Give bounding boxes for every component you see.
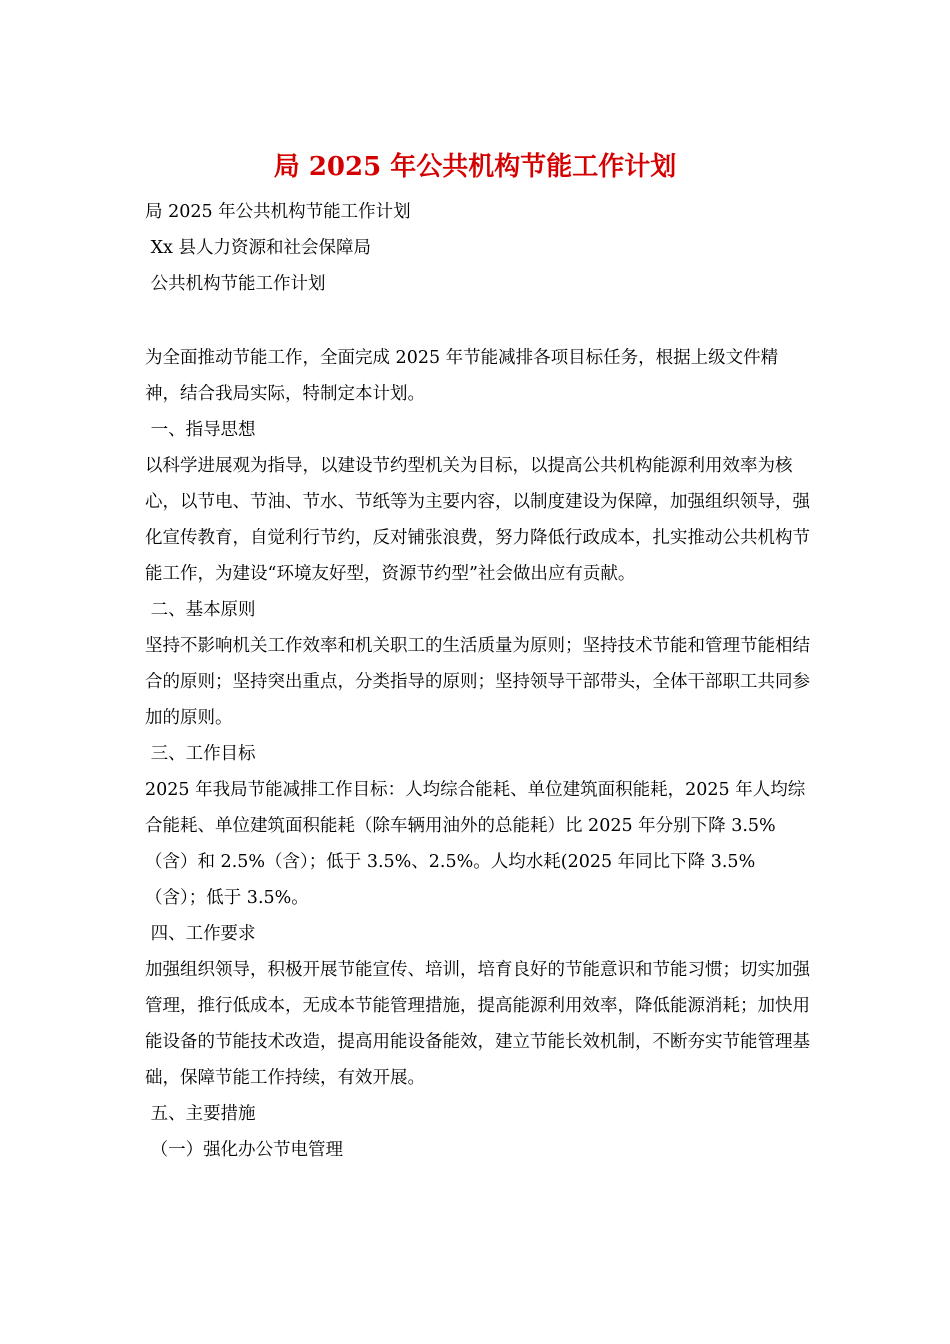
plan-name-line: 局 2025 年公共机构节能工作计划 — [145, 202, 411, 222]
subsection-heading-office-power-saving: （一）强化办公节电管理 — [145, 1140, 344, 1160]
section-heading-guiding-ideology: 一、指导思想 — [145, 420, 256, 440]
plan-subtitle-line: 公共机构节能工作计划 — [145, 274, 326, 294]
document-title: 局 2025 年公共机构节能工作计划 — [273, 152, 677, 182]
guiding-ideology-paragraph: 以科学进展观为指导，以建设节约型机关为目标，以提高公共机构能源利用效率为核心，以节电、节油、节水、节纸等为主要内容，以制度建设为保障，加强组织领导，强化宣传教育，自觉利行节约，反对铺张浪费，努力降低行政成本，扎实推动公共机构节能工作，为建设“环境友好型，资源节约型”社会做出应有贡献。 — [145, 456, 810, 584]
section-heading-work-goals: 三、工作目标 — [145, 744, 256, 764]
section-heading-work-requirements: 四、工作要求 — [145, 924, 256, 944]
section-heading-basic-principles: 二、基本原则 — [145, 600, 256, 620]
blank-line — [145, 302, 813, 340]
work-requirements-paragraph: 加强组织领导，积极开展节能宣传、培训，培育良好的节能意识和节能习惯；切实加强管理，推行低成本，无成本节能管理措施，提高能源利用效率，降低能源消耗；加快用能设备的节能技术改造，提高用能设备能效，建立节能长效机制，不断夯实节能管理基础，保障节能工作持续，有效开展。 — [145, 960, 810, 1088]
basic-principles-paragraph: 坚持不影响机关工作效率和机关职工的生活质量为原则；坚持技术节能和管理节能相结合的原则；坚持突出重点，分类指导的原则；坚持领导干部带头，全体干部职工共同参加的原则。 — [145, 636, 810, 728]
organization-line: Xx 县人力资源和社会保障局 — [145, 238, 371, 258]
intro-paragraph: 为全面推动节能工作，全面完成 2025 年节能减排各项目标任务，根据上级文件精神，结合我局实际，特制定本计划。 — [145, 348, 779, 404]
document-body — [145, 194, 813, 1168]
section-heading-main-measures: 五、主要措施 — [145, 1104, 256, 1124]
work-goals-paragraph: 2025 年我局节能减排工作目标：人均综合能耗、单位建筑面积能耗，2025 年人均综合能耗、单位建筑面积能耗（除车辆用油外的总能耗）比 2025 年分别下降 3.5%（含）和 2.5%（含）；低于 3.5%、2.5%。人均水耗(2025 年同比下降 3.5%（含）；低于 3.5%。 — [145, 780, 806, 908]
